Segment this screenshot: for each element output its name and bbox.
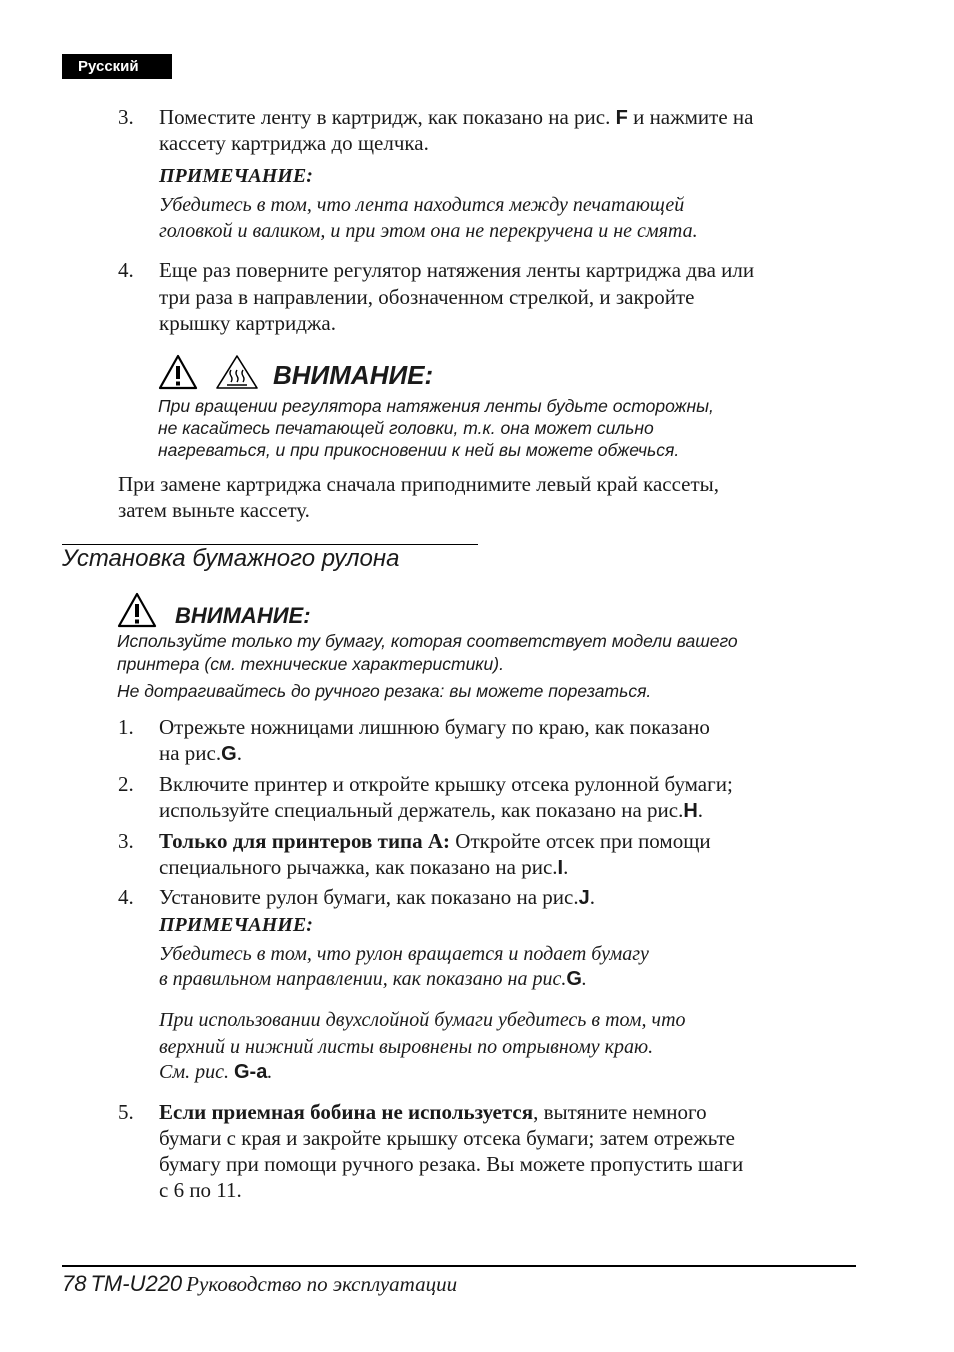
- warning-text: не касайтесь печатающей головки, т.к. она может сильно: [158, 418, 654, 438]
- note-text-part: .: [267, 1061, 273, 1083]
- note-text: [159, 1059, 272, 1085]
- step-text: [159, 1099, 707, 1125]
- figure-ref: G: [221, 743, 237, 765]
- step-number: 3.: [118, 829, 134, 853]
- figure-ref: G-a: [233, 1061, 268, 1083]
- figure-ref: I: [557, 857, 564, 879]
- warning-text: Не дотрагивайтесь до ручного резака: вы можете порезаться.: [117, 681, 652, 701]
- note-heading: ПРИМЕЧАНИЕ:: [159, 914, 313, 936]
- step-text-bold: Только для принтеров типа А:: [159, 829, 451, 853]
- note-text: Убедитесь в том, что рулон вращается и подает бумагу: [159, 943, 649, 965]
- step-text: кассету картриджа до щелчка.: [159, 131, 429, 155]
- step-text-part: Установите рулон бумаги, как показано на рис.: [159, 885, 579, 909]
- figure-ref: F: [615, 107, 628, 129]
- step-number: 2.: [118, 772, 134, 796]
- paragraph-text: затем выньте кассету.: [118, 498, 310, 522]
- section-heading: [62, 544, 478, 573]
- step-number: 5.: [118, 1100, 134, 1124]
- note-text-part: .: [581, 968, 587, 990]
- note-text: верхний и нижний листы выровнены по отрывному краю.: [159, 1036, 654, 1058]
- step-text: [159, 854, 568, 881]
- warning-triangle-icon: [158, 354, 198, 390]
- warning-triangle-icon: [117, 592, 157, 628]
- step-text: [159, 740, 242, 767]
- step-text: [159, 884, 595, 911]
- step-text-part: используйте специальный держатель, как показано на рис.: [159, 798, 684, 822]
- note-text-part: в правильном направлении, как показано на рис.: [159, 968, 567, 990]
- step-text-part: , вытяните немного: [533, 1100, 707, 1124]
- figure-ref: J: [578, 887, 590, 909]
- step-number: 4.: [118, 258, 134, 282]
- step-text-part: .: [697, 798, 704, 822]
- step-number: 3.: [118, 105, 134, 129]
- note-heading: ПРИМЕЧАНИЕ:: [159, 165, 313, 187]
- step-text-part: .: [563, 855, 569, 879]
- manual-title: Руководство по эксплуатации: [186, 1272, 458, 1296]
- note-text: При использовании двухслойной бумаги убедитесь в том, что: [159, 1009, 686, 1031]
- warning-text: нагреваться, и при прикосновении к ней вы можете обжечься.: [158, 440, 680, 460]
- step-text-part: Откройте отсек при помощи: [450, 829, 711, 853]
- note-text: головкой и валиком, и при этом она не перекручена и не смята.: [159, 220, 698, 242]
- step-text: [159, 104, 753, 131]
- step-text: Еще раз поверните регулятор натяжения ленты картриджа два или: [159, 258, 755, 282]
- warning-text: При вращении регулятора натяжения ленты будьте осторожны,: [158, 396, 714, 416]
- step-text: [159, 797, 703, 824]
- page-number: 78: [62, 1271, 87, 1296]
- step-text: Включите принтер и откройте крышку отсека рулонной бумаги;: [159, 772, 733, 796]
- footer: [62, 1271, 457, 1297]
- hot-surface-icon: [215, 354, 259, 390]
- language-tab: Русский: [62, 54, 172, 79]
- step-text-part: .: [589, 885, 595, 909]
- note-text: Убедитесь в том, что лента находится между печатающей: [159, 194, 685, 216]
- step-number: 4.: [118, 885, 134, 909]
- step-text-part: на рис.: [159, 741, 222, 765]
- step-text-part: .: [236, 741, 242, 765]
- step-text: бумагу при помощи ручного резака. Вы можете пропустить шаги: [159, 1152, 744, 1176]
- paragraph-text: При замене картриджа сначала приподнимите левый край кассеты,: [118, 472, 720, 496]
- step-text: бумаги с края и закройте крышку отсека бумаги; затем отрежьте: [159, 1126, 736, 1150]
- step-text: Отрежьте ножницами лишнюю бумагу по краю, как показано: [159, 715, 710, 739]
- note-text: [159, 966, 587, 992]
- step-text-bold: Если приемная бобина не используется: [159, 1100, 534, 1124]
- warning-heading: ВНИМАНИЕ:: [175, 603, 311, 628]
- warning-text: Используйте только ту бумагу, которая соответствует модели вашего: [117, 631, 738, 651]
- step-text-part: специального рычажка, как показано на рис.: [159, 855, 558, 879]
- step-text: крышку картриджа.: [159, 311, 337, 335]
- step-text: три раза в направлении, обозначенном стрелкой, и закройте: [159, 285, 695, 309]
- figure-ref: G: [566, 968, 582, 990]
- step-number: 1.: [118, 715, 134, 739]
- warning-text: принтера (см. технические характеристики).: [117, 654, 504, 674]
- figure-ref: H: [683, 800, 698, 822]
- model-name: TM-U220: [90, 1271, 183, 1296]
- section-title: Установка бумажного рулона: [62, 545, 400, 572]
- step-text-part: и нажмите на: [633, 105, 754, 129]
- step-text: [159, 828, 711, 854]
- note-text-part: См. рис.: [159, 1061, 229, 1083]
- warning-heading: ВНИМАНИЕ:: [273, 360, 434, 390]
- step-text: с 6 по 11.: [159, 1178, 242, 1202]
- step-text-part: Поместите ленту в картридж, как показано на рис.: [159, 105, 611, 129]
- footer-rule: [62, 1265, 856, 1267]
